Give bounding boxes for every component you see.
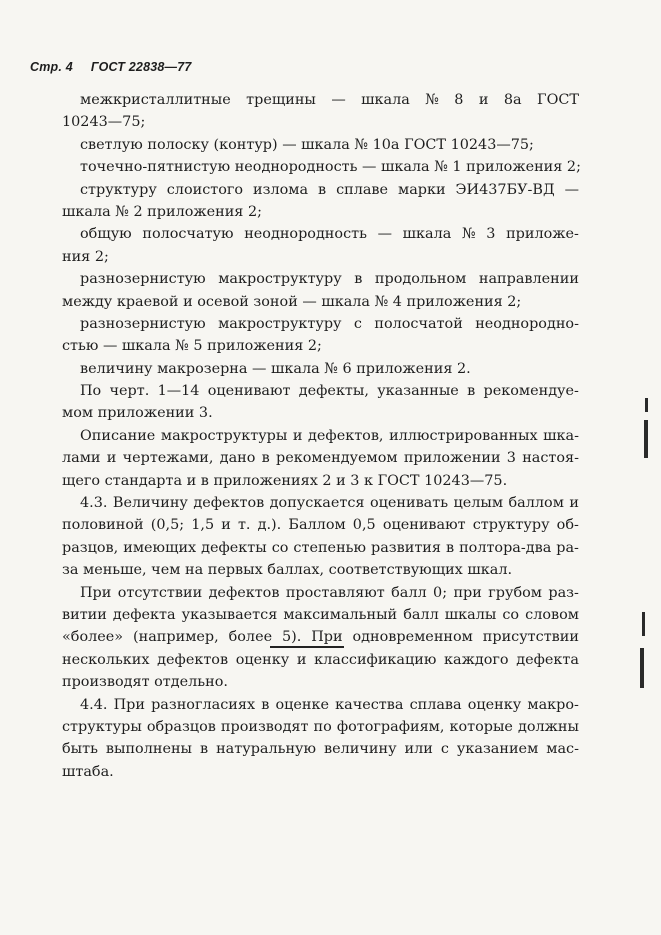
text-line: разнозернистую макроструктуру в продольном направлении <box>80 271 579 288</box>
text-line: за меньше, чем на первых баллах, соответствующих шкал. <box>62 562 513 579</box>
text-line: точечно-пятнистую неоднородность — шкала № 1 приложения 2; <box>80 159 581 176</box>
standard-code: ГОСТ 22838—77 <box>90 60 192 74</box>
text-line: структуры образцов производят по фотографиям, которые должны <box>62 718 579 735</box>
body-text <box>62 89 579 783</box>
text-line: нескольких дефектов оценку и классификацию каждого дефекта <box>62 651 579 668</box>
text-line: структуру слоистого излома в сплаве марки ЭИ437БУ-ВД — <box>80 181 579 198</box>
text-line: шкала № 2 приложения 2; <box>62 203 262 220</box>
page-header <box>30 60 192 74</box>
text-line: быть выполнены в натуральную величину или с указанием мас- <box>62 741 579 758</box>
text-line: щего стандарта и в приложениях 2 и 3 к ГОСТ 10243—75. <box>62 472 508 489</box>
text-line: штаба. <box>62 763 114 780</box>
text-line: производят отдельно. <box>62 674 228 691</box>
text-line: светлую полоску (контур) — шкала № 10а ГОСТ 10243—75; <box>80 136 534 153</box>
text-line: «более» (например, более 5). При одновременном присутствии <box>62 629 579 646</box>
text-line: 4.3. Величину дефектов допускается оценивать целым баллом и <box>80 495 579 512</box>
text-line: разнозернистую макроструктуру с полосчатой неоднородно- <box>80 315 579 332</box>
text-line: ния 2; <box>62 248 109 265</box>
binding-mark <box>644 420 648 458</box>
text-line: величину макрозерна — шкала № 6 приложения 2. <box>80 360 471 377</box>
text-line: По черт. 1—14 оценивают дефекты, указанные в рекомендуе- <box>80 383 579 400</box>
text-line: мом приложении 3. <box>62 405 213 422</box>
text-line: 4.4. При разногласиях в оценке качества сплава оценку макро- <box>80 696 579 713</box>
text-line: межкристаллитные трещины — шкала № 8 и 8а ГОСТ <box>80 92 579 108</box>
text-line: между краевой и осевой зоной — шкала № 4 приложения 2; <box>62 293 522 310</box>
text-line: лами и чертежами, дано в рекомендуемом приложении 3 настоя- <box>62 450 579 467</box>
end-rule <box>270 646 344 648</box>
text-line: половиной (0,5; 1,5 и т. д.). Баллом 0,5 оценивают структуру об- <box>62 517 579 534</box>
text-line: 10243—75; <box>62 114 146 131</box>
text-line: стью — шкала № 5 приложения 2; <box>62 338 322 355</box>
binding-mark <box>642 612 645 636</box>
page-number: Стр. 4 <box>30 60 73 74</box>
text-line: разцов, имеющих дефекты со степенью развития в полтора-два ра- <box>62 539 579 556</box>
binding-mark <box>640 648 644 688</box>
binding-mark <box>645 398 648 412</box>
text-line: витии дефекта указывается максимальный балл шкалы со словом <box>62 606 579 623</box>
text-line: При отсутствии дефектов проставляют балл 0; при грубом раз- <box>80 584 579 601</box>
text-line: общую полосчатую неоднородность — шкала № 3 приложе- <box>80 226 579 243</box>
text-line: Описание макроструктуры и дефектов, иллюстрированных шка- <box>80 427 579 444</box>
